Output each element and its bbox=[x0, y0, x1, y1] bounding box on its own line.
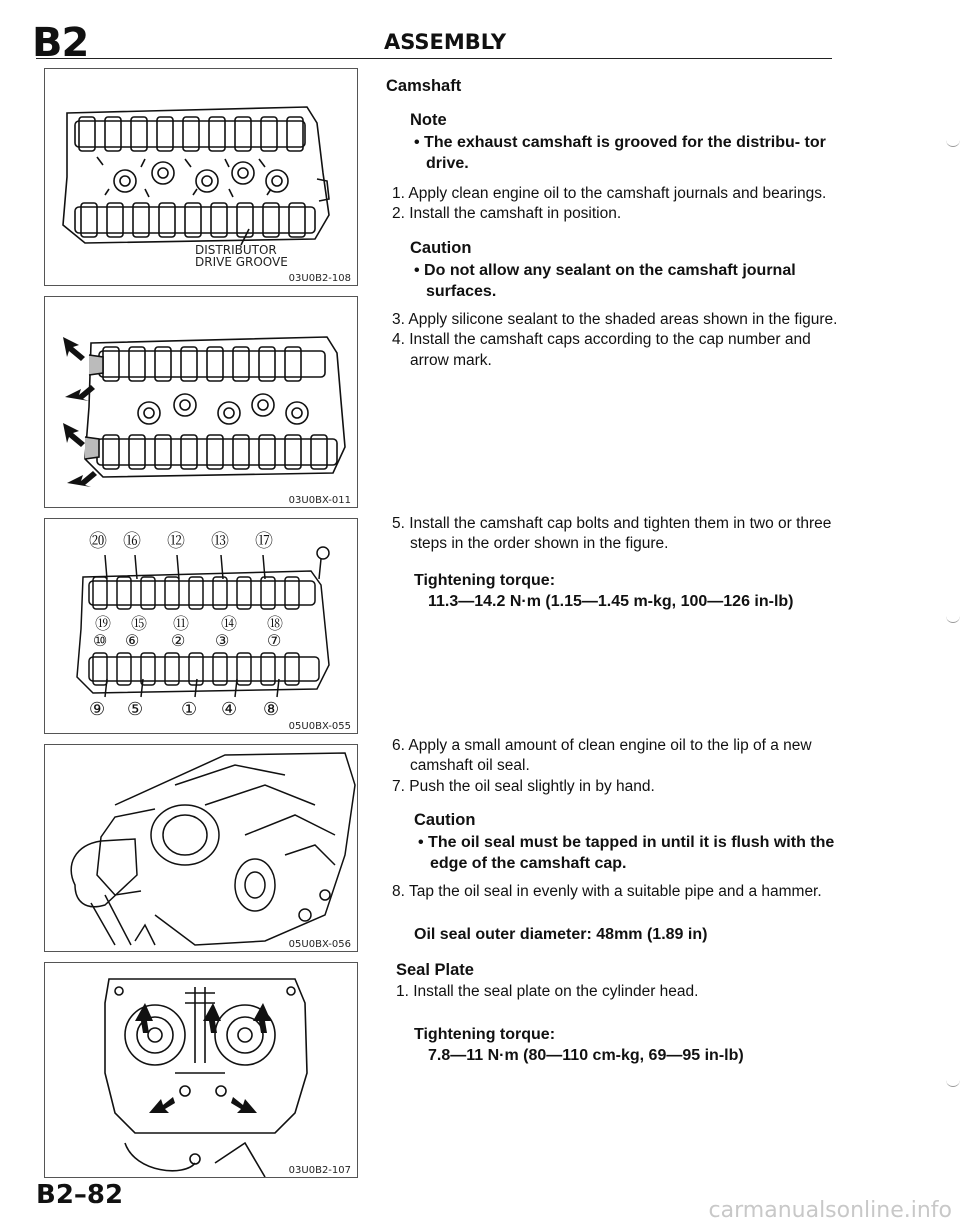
spec-label: Tightening torque: bbox=[414, 572, 556, 589]
bolt-number: ⑦ bbox=[267, 631, 282, 650]
torque-spec-2 bbox=[414, 1024, 844, 1066]
note-block bbox=[410, 110, 840, 174]
step-text: 3. Apply silicone sealant to the shaded areas shown in the figure. bbox=[392, 311, 838, 328]
margin-mark bbox=[946, 138, 960, 147]
note-text: • The exhaust camshaft is grooved for the distribu- tor drive. bbox=[414, 133, 826, 172]
bolt-number: ⑩ bbox=[93, 631, 108, 650]
figure-code: 03U0BX-011 bbox=[288, 495, 351, 506]
page-number: B2–82 bbox=[36, 1180, 124, 1210]
oil-seal-spec bbox=[414, 924, 874, 945]
figure-code: 05U0BX-056 bbox=[288, 939, 351, 950]
seal-plate-section bbox=[396, 960, 856, 1002]
spec-label: Tightening torque: bbox=[414, 1026, 556, 1043]
bolt-number: ⑨ bbox=[89, 699, 106, 720]
section-heading: Camshaft bbox=[386, 77, 462, 95]
bolt-number: ⑰ bbox=[255, 531, 273, 552]
bolt-number: ⑥ bbox=[125, 631, 140, 650]
step-text: 7. Push the oil seal slightly in by hand. bbox=[392, 777, 655, 795]
step-text: 1. Install the seal plate on the cylinder head. bbox=[396, 982, 699, 1000]
figure-label: DRIVE GROOVE bbox=[195, 255, 288, 269]
figure-label: DISTRIBUTOR bbox=[195, 243, 277, 257]
watermark[interactable]: carmanualsonline.info bbox=[708, 1198, 952, 1223]
cylinder-head-drawing-2 bbox=[45, 297, 357, 507]
bolt-number: ⑧ bbox=[263, 699, 280, 720]
bolt-number: ⑫ bbox=[167, 531, 185, 552]
bolt-number: ④ bbox=[221, 699, 238, 720]
caution-block-2 bbox=[414, 810, 844, 874]
figure-oil-seal-install bbox=[44, 744, 358, 952]
page-title: ASSEMBLY bbox=[384, 30, 507, 54]
section-code: B2 bbox=[32, 20, 89, 66]
seal-plate-drawing bbox=[45, 963, 357, 1177]
caution-text: • Do not allow any sealant on the camshaft journal surfaces. bbox=[414, 261, 796, 300]
bolt-number: ② bbox=[171, 631, 186, 650]
bolt-number: ⑳ bbox=[89, 531, 107, 552]
step-text: 4. Install the camshaft caps according to the cap number and arrow mark. bbox=[392, 331, 811, 369]
bolt-number: ⑬ bbox=[211, 531, 229, 552]
figure-sealant-areas bbox=[44, 296, 358, 508]
margin-mark bbox=[946, 614, 960, 623]
mark-arrow-icon bbox=[231, 1097, 257, 1113]
bolt-number: ⑮ bbox=[131, 614, 148, 633]
bolt-number: ⑲ bbox=[95, 614, 112, 633]
bolt-number: ③ bbox=[215, 631, 230, 650]
figure-code: 05U0BX-055 bbox=[288, 721, 351, 732]
step-text: 6. Apply a small amount of clean engine oil to the lip of a new camshaft oil seal. bbox=[392, 737, 812, 775]
bolt-number: ⑭ bbox=[221, 614, 238, 633]
caution-block-1 bbox=[410, 238, 840, 302]
step-5 bbox=[392, 514, 852, 555]
caution-label: Caution bbox=[410, 239, 472, 257]
sealant-arrow-icon bbox=[67, 471, 97, 487]
steps-3-4 bbox=[392, 310, 852, 371]
spec-value: 7.8—11 N·m (80—110 cm-kg, 69—95 in-lb) bbox=[428, 1047, 744, 1065]
sealant-arrow-icon bbox=[63, 337, 85, 361]
spec-value: 11.3—14.2 N·m (1.15—1.45 m-kg, 100—126 in-lb) bbox=[428, 593, 794, 611]
figure-code: 03U0B2-108 bbox=[288, 273, 351, 284]
camshaft-section bbox=[386, 76, 846, 98]
bolt-number: ⑱ bbox=[267, 614, 284, 633]
mark-arrow-icon bbox=[149, 1097, 175, 1113]
margin-mark bbox=[946, 1078, 960, 1087]
steps-6-7 bbox=[392, 736, 852, 797]
note-label: Note bbox=[410, 111, 447, 129]
oil-seal-drawing bbox=[45, 745, 357, 951]
caution-label: Caution bbox=[414, 811, 476, 829]
step-text: 8. Tap the oil seal in evenly with a suitable pipe and a hammer. bbox=[392, 883, 822, 900]
torque-spec-1 bbox=[414, 570, 844, 612]
header-rule bbox=[36, 58, 832, 59]
section-heading: Seal Plate bbox=[396, 961, 474, 979]
bolt-number: ⑯ bbox=[123, 531, 141, 552]
step-text: 1. Apply clean engine oil to the camshaft journals and bearings. bbox=[392, 185, 827, 202]
step-8 bbox=[392, 882, 852, 902]
figure-distributor-groove bbox=[44, 68, 358, 286]
step-text: 5. Install the camshaft cap bolts and tighten them in two or three steps in the order shown in the figure. bbox=[392, 515, 832, 553]
figure-tightening-order bbox=[44, 518, 358, 734]
bolt-number: ⑤ bbox=[127, 699, 144, 720]
figure-code: 03U0B2-107 bbox=[288, 1165, 351, 1176]
steps-1-2 bbox=[392, 184, 852, 225]
caution-text: • The oil seal must be tapped in until it is flush with the edge of the camshaft cap. bbox=[418, 833, 835, 872]
figure-seal-plate bbox=[44, 962, 358, 1178]
bolt-number: ① bbox=[181, 699, 198, 720]
sealant-arrow-icon bbox=[63, 423, 85, 447]
spec-text: Oil seal outer diameter: 48mm (1.89 in) bbox=[414, 926, 708, 943]
bolt-number: ⑪ bbox=[173, 614, 190, 633]
sealant-arrow-icon bbox=[65, 385, 95, 401]
step-text: 2. Install the camshaft in position. bbox=[392, 205, 622, 223]
